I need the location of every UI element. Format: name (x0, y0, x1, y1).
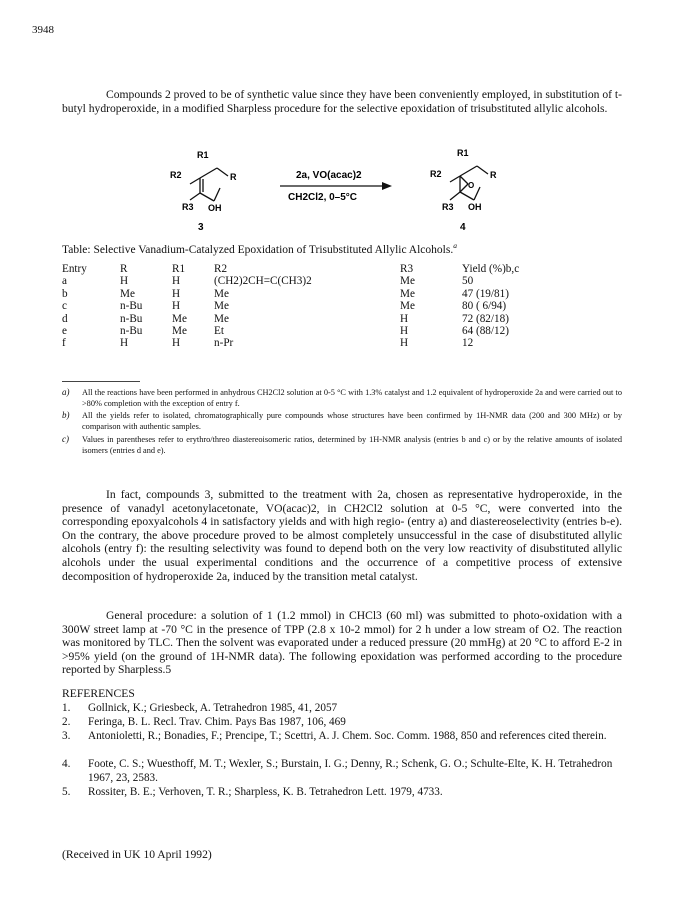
reference-number: 4. (62, 758, 71, 770)
reference-text: Foote, C. S.; Wuesthoff, M. T.; Wexler, S.; Burstain, I. G.; Denny, R.; Schenk, G. O.; Schulte-Elte, K. H. Tetrahedron 1967, 23, 2583. (88, 758, 613, 784)
reference-item (62, 702, 622, 716)
cell-entry: d (62, 312, 68, 325)
cell-r1: H (172, 300, 181, 313)
compound-3-label: 3 (198, 222, 204, 233)
reference-item (62, 730, 622, 744)
cell-r: H (120, 337, 129, 350)
cell-r: H (120, 275, 129, 288)
scheme-drawing (170, 148, 550, 233)
cell-r2: Me (214, 300, 229, 313)
cell-r1: Me (172, 325, 187, 338)
r1-label-product: R1 (457, 148, 469, 158)
cell-yield: 80 ( 6/94) (462, 300, 507, 313)
cell-r3: Me (400, 275, 415, 288)
oh-label-product: OH (468, 202, 482, 212)
cell-r2: Me (214, 287, 229, 300)
cell-r2: Et (214, 325, 224, 338)
cell-r: n-Bu (120, 300, 143, 313)
table-title-sup: a (453, 241, 457, 251)
paragraph-2-text: In fact, compounds 3, submitted to the treatment with 2a, chosen as representative hydroperoxide, in the presence of vanadyl acetonylacetonate, VO(acac)2, in CH2Cl2 solution at 0-5 °C, were converted into the corresponding epoxyalcohols 4 in satisfactory yields and with high regio- (entry a) and diastereoselectivity (entries b-e). On the contrary, the above procedure proved to be almost completely unsuccessful in the case of disubstituted allylic alcohols (entry f): the resulting selectivity was found to depend both on the very low reactivity of disubstituted allylic alcohols under the usual experimental conditions and the occurrence of a competitive process of extensive decomposition of hydroperoxide 2a, induced by the transition metal catalyst. (62, 488, 622, 583)
cell-r1: H (172, 287, 181, 300)
table-row (62, 325, 582, 337)
footnote-a-text: All the reactions have been performed in anhydrous CH2Cl2 solution at 0-5 °C with 1.3% catalyst and 1.2 equivalent of hydroperoxide 2a and were carried out to >80% completion with the exception of entry f. (82, 388, 622, 408)
cell-r3: H (400, 312, 409, 325)
reference-item (62, 758, 622, 785)
cell-r3: Me (400, 300, 415, 313)
table-row (62, 288, 582, 300)
cell-r: Me (120, 287, 135, 300)
table-row (62, 337, 582, 349)
epoxide-oxygen: O (468, 181, 475, 190)
cell-r1: Me (172, 312, 187, 325)
footnote-c-mark: c) (62, 434, 69, 444)
body-paragraph-2 (62, 488, 622, 583)
cell-r2: (CH2)2CH=C(CH3)2 (214, 275, 312, 288)
reference-number: 3. (62, 730, 71, 742)
cell-yield: 64 (88/12) (462, 325, 509, 338)
footnote-divider (62, 381, 140, 382)
footnote-b-mark: b) (62, 410, 70, 420)
arrow-head (382, 182, 392, 190)
reference-item (62, 786, 622, 800)
reference-text: Feringa, B. L. Recl. Trav. Chim. Pays Bas 1987, 106, 469 (88, 716, 346, 728)
cell-r1: H (172, 275, 181, 288)
r-label: R (230, 172, 237, 182)
paragraph-3-text: General procedure: a solution of 1 (1.2 mmol) in CHCl3 (60 ml) was submitted to photo-oxidation with a 300W street lamp at -70 °C in the presence of TPP (2.8 x 10-2 mmol) for 2 h under a low stream of O2. The reaction was monitored by TLC. Then the solvent was evaporated under a reduced pressure (20 mmHg) at 20 °C to afford E-2 in >95% yield (on the ground of 1H-NMR data). The following epoxidation was performed according to the procedure reported by Sharpless.5 (62, 609, 622, 677)
cell-yield: 12 (462, 337, 474, 350)
r3-label: R3 (182, 202, 194, 212)
cell-entry: a (62, 275, 67, 288)
cell-r2: n-Pr (214, 337, 234, 350)
results-table (62, 263, 582, 350)
table-title-text: Table: Selective Vanadium-Catalyzed Epoxidation of Trisubstituted Allylic Alcohols. (62, 244, 454, 256)
reference-text: Gollnick, K.; Griesbeck, A. Tetrahedron 1985, 41, 2057 (88, 702, 338, 714)
reference-number: 1. (62, 702, 71, 714)
r3-label-product: R3 (442, 202, 454, 212)
cell-entry: f (62, 337, 66, 350)
header-r1: R1 (172, 263, 186, 275)
cell-r3: H (400, 325, 409, 338)
footnote-b (62, 410, 622, 432)
footnote-a (62, 387, 622, 409)
reagent-top: 2a, VO(acac)2 (296, 170, 362, 181)
molecule-3 (190, 168, 228, 201)
table-header-row (62, 263, 582, 275)
table-row (62, 275, 582, 287)
intro-text: Compounds 2 proved to be of synthetic value since they have been conveniently employed, in substitution of t-butyl hydroperoxide, in a modified Sharpless procedure for the selective epoxidation of trisubstituted allylic alcohols. (62, 88, 622, 115)
table-row (62, 313, 582, 325)
body-paragraph-3 (62, 609, 622, 677)
r1-label: R1 (197, 150, 209, 160)
header-r2: R2 (214, 263, 228, 275)
cell-r1: H (172, 337, 181, 350)
cell-yield: 72 (82/18) (462, 312, 509, 325)
oh-label: OH (208, 203, 222, 213)
cell-entry: b (62, 287, 68, 300)
cell-r: n-Bu (120, 312, 143, 325)
reference-number: 2. (62, 716, 71, 728)
footnote-c (62, 434, 622, 456)
references-heading: REFERENCES (62, 687, 135, 700)
page-number: 3948 (32, 24, 54, 36)
compound-4-label: 4 (460, 222, 466, 233)
header-r: R (120, 263, 128, 275)
cell-r: n-Bu (120, 325, 143, 338)
footnote-c-text: Values in parentheses refer to erythro/threo diastereoisomeric ratios, determined by 1H-NMR analysis (entries b and c) or by the relative amounts of isolated isomers (entries d and e). (82, 435, 622, 455)
reagent-bottom: CH2Cl2, 0–5°C (288, 192, 358, 203)
footnote-a-mark: a) (62, 387, 70, 397)
r2-label: R2 (170, 170, 182, 180)
received-date: (Received in UK 10 April 1992) (62, 848, 212, 861)
cell-entry: e (62, 325, 67, 338)
header-yield: Yield (%)b,c (462, 263, 520, 275)
reference-text: Antonioletti, R.; Bonadies, F.; Prencipe, T.; Scettri, A. J. Chem. Soc. Comm. 1988, 850 and references cited therein. (88, 730, 607, 742)
header-entry: Entry (62, 263, 87, 275)
cell-entry: c (62, 300, 67, 313)
reference-item (62, 716, 622, 730)
reference-number: 5. (62, 786, 71, 798)
reaction-scheme (170, 148, 550, 233)
table-title (62, 241, 457, 256)
intro-paragraph (62, 88, 622, 115)
header-r3: R3 (400, 263, 414, 275)
cell-yield: 50 (462, 275, 474, 288)
cell-r2: Me (214, 312, 229, 325)
r2-label-product: R2 (430, 169, 442, 179)
cell-r3: H (400, 337, 409, 350)
cell-yield: 47 (19/81) (462, 287, 509, 300)
reference-text: Rossiter, B. E.; Verhoven, T. R.; Sharpless, K. B. Tetrahedron Lett. 1979, 4733. (88, 786, 443, 798)
footnote-b-text: All the yields refer to isolated, chromatographically pure compounds whose structures have been confirmed by 1H-NMR data (200 and 300 MHz) or by comparison with authentic samples. (82, 411, 622, 431)
r-label-product: R (490, 170, 497, 180)
cell-r3: Me (400, 287, 415, 300)
table-row (62, 300, 582, 312)
